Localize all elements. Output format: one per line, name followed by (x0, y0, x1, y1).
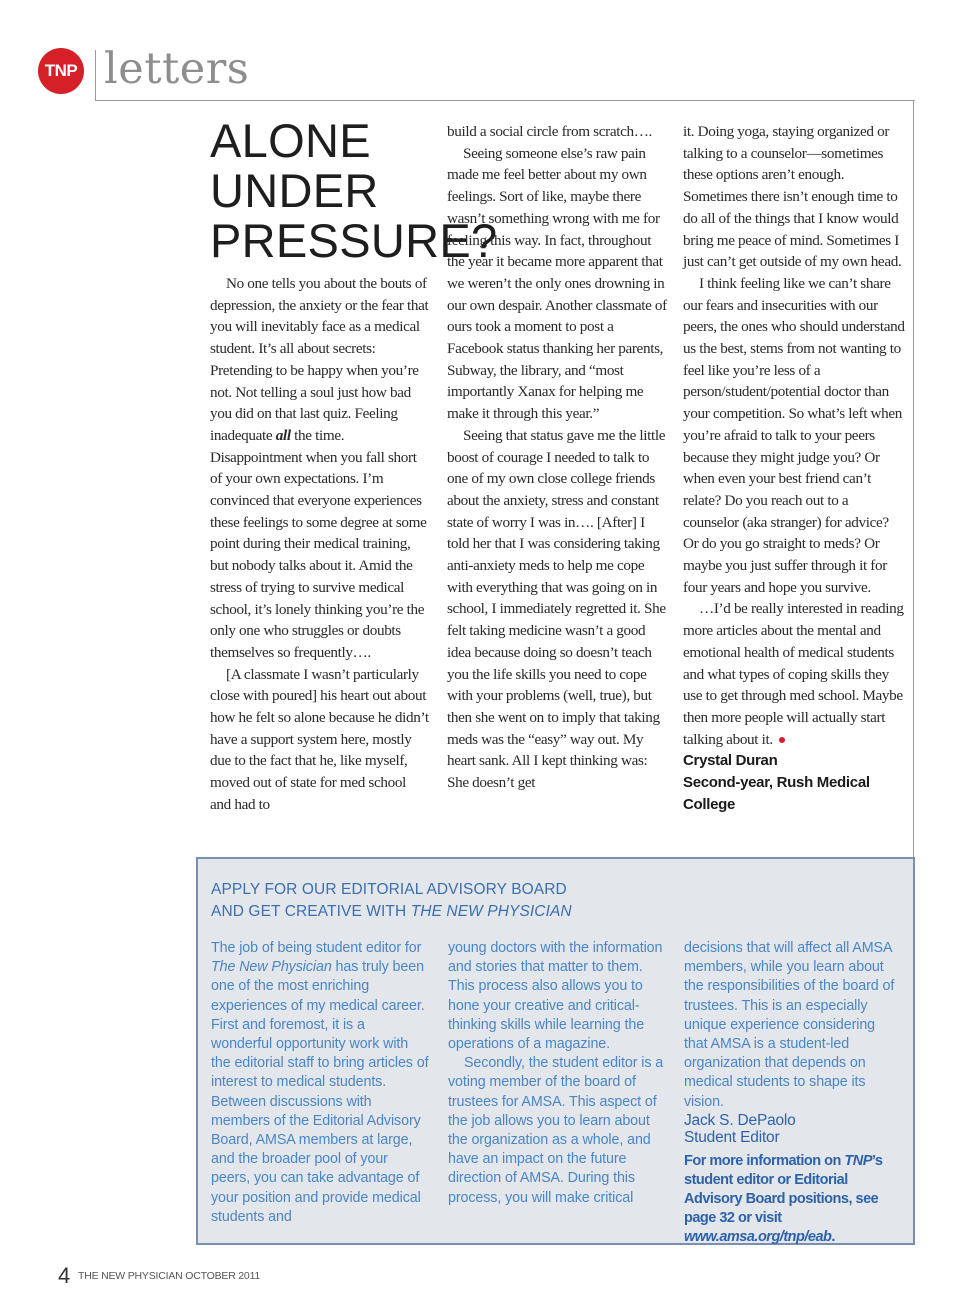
sidebar-column-1 (211, 939, 429, 1227)
sidebar-text: The job of being student editor for (211, 940, 422, 956)
article-paragraph: build a social circle from scratch…. (447, 123, 653, 140)
author-name: Crystal Duran (683, 752, 778, 770)
more-info-note (684, 1152, 902, 1247)
heading-text: AND GET CREATIVE WITH (211, 903, 411, 920)
article-column-1 (210, 273, 430, 816)
eab-link[interactable]: www.amsa.org/tnp/eab (684, 1228, 832, 1245)
editor-name: Jack S. DePaolo (684, 1111, 796, 1129)
sidebar-column-3 (684, 939, 902, 1247)
tnp-logo-badge: TNP (38, 48, 84, 94)
emphasis-text: all (275, 426, 291, 444)
paragraph-text: …I’d be really interested in reading more articles about the mental and emotional health of medical students and what types of coping skills they use to get through med school. Maybe then more people will actually start talking about it. (683, 600, 904, 748)
article-paragraph (210, 273, 430, 664)
article-paragraph: [A classmate I wasn’t particularly close with poured] his heart out about how he felt so alone because he didn’t have a support system here, mostly due to the fact that he, like myself, moved out of state for med school and had to (210, 665, 429, 813)
headline-line: ALONE (210, 114, 371, 167)
more-info-text: ’s student editor or Editorial Advisory Board positions, see page 32 or visit (684, 1152, 883, 1226)
end-mark-icon (779, 737, 785, 743)
editor-title: Student Editor (684, 1129, 780, 1147)
sidebar-heading-line: APPLY FOR OUR EDITORIAL ADVISORY BOARD (211, 881, 567, 898)
heading-emphasis: THE NEW PHYSICIAN (410, 903, 572, 920)
more-info-text: For more information on (684, 1152, 845, 1169)
article-column-3 (683, 121, 905, 816)
sidebar-paragraph: young doctors with the information and stories that matter to them. This process also allows you to hone your creative and critical-thinking skills while learning the operations of a magazine. (448, 940, 663, 1053)
sidebar-heading (211, 879, 711, 923)
headline-line: UNDER (210, 164, 379, 217)
article-headline (210, 114, 498, 267)
paragraph-text: the time. Disappointment when you fall short of your own expectations. I’m convinced that everyone experiences these feelings to some degree at some point during their medical training, but nobody talks about it. Amid the stress of trying to survive medical school, it’s lonely thinking you’re the only one who struggles or doubts themselves so frequently…. (210, 426, 427, 661)
author-affiliation: Second-year, Rush Medical College (683, 774, 870, 813)
more-info-text: . (831, 1228, 835, 1245)
section-title: letters (104, 44, 250, 94)
sidebar-emphasis: The New Physician (211, 959, 332, 976)
sidebar-paragraph: Secondly, the student editor is a voting member of the board of trustees for AMSA. This aspect of the job allows you to learn about the organization as a whole, and have an impact on the future direction of AMSA. During this process, you will make critical (448, 1055, 664, 1206)
publication-footer: THE NEW PHYSICIAN OCTOBER 2011 (78, 1270, 261, 1282)
sidebar-column-2 (448, 939, 666, 1208)
header-rule-horizontal (95, 100, 915, 101)
page-number: 4 (58, 1263, 71, 1288)
headline-line: PRESSURE? (210, 214, 498, 267)
sidebar-paragraph (211, 939, 429, 1227)
article-rule-right (913, 100, 914, 858)
article-paragraph: Seeing that status gave me the little boost of courage I needed to talk to one of my own close college friends about the anxiety, stress and constant state of worry I was in…. [After] I told her that I was considering taking anti-anxiety meds to help me cope with everything that was going on in school, I immediately regretted it. She felt taking medicine wasn’t a good idea because doing so doesn’t teach you the life skills you need to cope with your problems (well, true), but then she went on to imply that taking meds was the “easy” way out. My heart sank. All I kept thinking was: She doesn’t get (447, 426, 666, 792)
article-paragraph: it. Doing yoga, staying organized or talking to a counselor—sometimes these options aren’t enough. Sometimes there isn’t enough time to do all of the things that I know would bring me peace of mind. Sometimes I just can’t get outside of my own head. (683, 123, 902, 271)
sidebar-paragraph: decisions that will affect all AMSA members, while you learn about the responsibilities of the board of trustees. This is an especially unique experience considering that AMSA is a student-led organization that depends on medical students to shape its vision. (684, 940, 895, 1110)
article-column-2 (447, 121, 669, 794)
article-paragraph: I think feeling like we can’t share our fears and insecurities with our peers, the ones who should understand us the best, stems from not wanting to feel like you’re less of a person/student/potential doctor than your competition. So what’s left when you’re afraid to talk to your peers because they might judge you? Or when even your best friend can’t relate? Do you reach out to a counselor (aka stranger) for advice? Or do you go straight to meds? Or maybe you just suffer through it for four years and hope you survive. (683, 274, 905, 596)
sidebar-heading-line (211, 901, 711, 923)
article-paragraph: Seeing someone else’s raw pain made me feel better about my own feelings. Sort of like, maybe there wasn’t something wrong with me for feeling this way. In fact, throughout the year it became more apparent that we weren’t the only ones drowning in our own despair. Another classmate of ours took a moment to post a Facebook status thanking her parents, Subway, the library, and “most importantly Xanax for helping me make it through this year.” (447, 144, 667, 423)
editorial-board-sidebar (196, 857, 915, 1245)
article-paragraph (683, 598, 905, 750)
paragraph-text: No one tells you about the bouts of depression, the anxiety or the fear that you will inevitably face as a medical student. It’s all about secrets: Pretending to be happy when you’re not. Not telling a soul just how bad you did on that last quiz. Feeling inadequate (210, 275, 429, 444)
sidebar-text: has truly been one of the most enriching experiences of my medical career. First and foremost, it is a wonderful opportunity work with the editorial staff to bring articles of interest to medical students. Between discussions with members of the Editorial Advisory Board, AMSA members at large, and the broader pool of your peers, you can take advantage of your position and provide medical students and (211, 959, 429, 1225)
more-info-emphasis: TNP (844, 1152, 872, 1169)
header-rule-vertical (95, 50, 96, 100)
